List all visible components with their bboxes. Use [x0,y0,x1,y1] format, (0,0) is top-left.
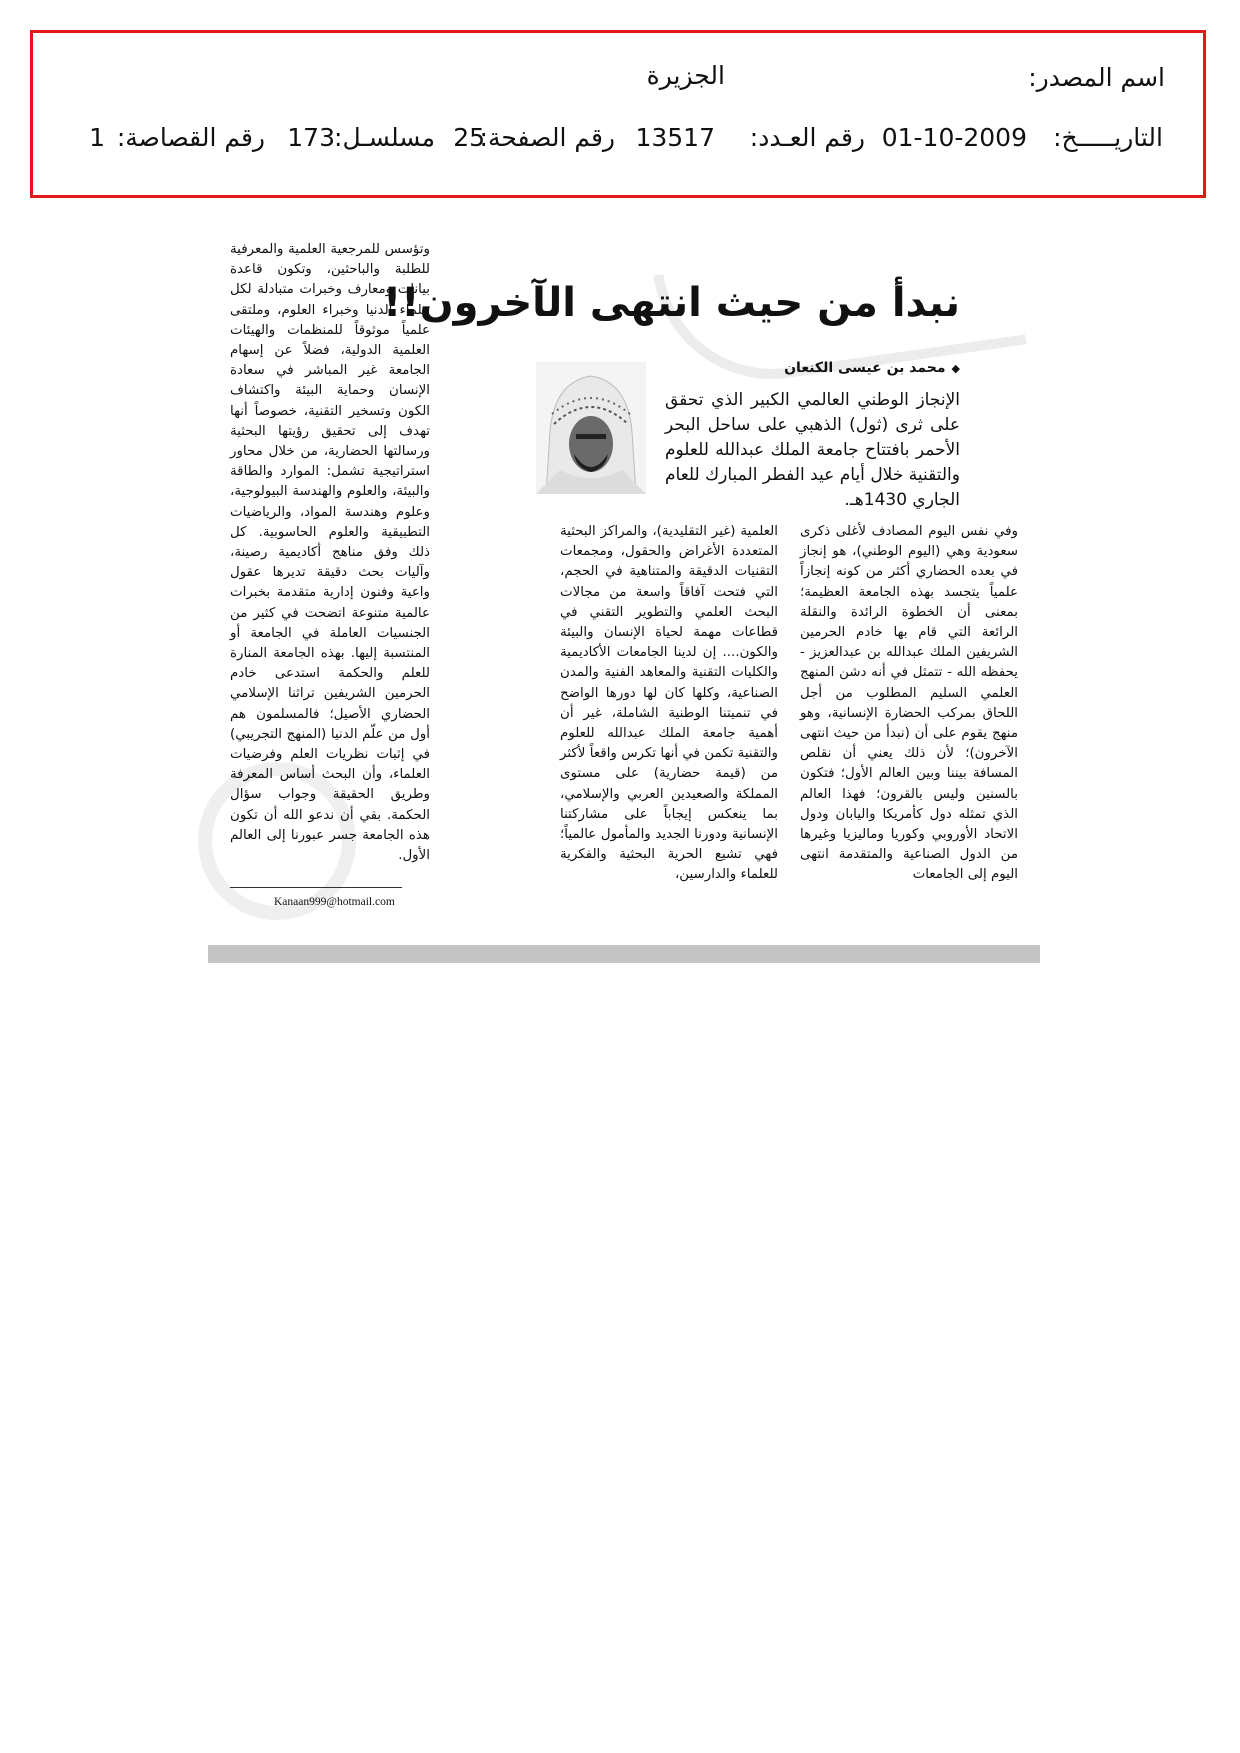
author-photo [536,362,646,494]
source-value: الجزيرة [646,61,725,90]
author-name: محمد بن عيسى الكنعان [784,360,946,376]
date-value: 01-10-2009 [881,123,1027,152]
column-right: وفي نفس اليوم المصادف لأغلى ذكرى سعودية وهي (اليوم الوطني)، هو إنجاز في بعده الحضاري أكثر من كونه إنجازاً علمياً يتجسد بهذه الجامعة العظيمة؛ بمعنى أن الخطوة الرائدة والنقلة الرائعة التي قام بها خادم الحرمين الشريفين الملك عبدالله بن عبدالعزيز - يحفظه الله - تتمثل في أنه دشن المنهج العلمي السليم المطلوب من أجل اللحاق بمركب الحضارة الإنسانية، وهو منهج يقوم على أن (نبدأ من حيث انتهى الآخرون)؛ لأن ذلك يعني أن نقلص المسافة بيننا وبين العالم الأول؛ فتكون بالسنين وليس بالقرون؛ فهذا العالم الذي تمثله دول كأمريكا واليابان ودول الاتحاد الأوروبي وكوريا وماليزيا وغيرها من الدول الصناعية والمتقدمة انتهى اليوم إلى الجامعات [800,524,1018,883]
clipping-header-box [30,30,1206,198]
article-author [784,360,960,376]
clip-label: رقم القصاصة: [116,123,265,152]
issue-label: رقم العـدد: [749,123,865,152]
separator-line [230,887,402,888]
serial-value: 173 [287,123,335,152]
page-value: 25 [453,123,485,152]
clip-value: 1 [89,123,105,152]
newspaper-clipping [208,242,1040,940]
source-label: اسم المصدر: [1028,63,1165,92]
clipping-bottom-bar [208,945,1040,963]
article-lead: الإنجاز الوطني العالمي الكبير الذي تحقق على ثرى (ثول) الذهبي على ساحل البحر الأحمر بافتتاح جامعة الملك عبدالله للعلوم والتقنية خلال أيام عيد الفطر المبارك للعام الجاري 1430هـ. [665,390,960,510]
author-email: Kanaan999@hotmail.com [274,896,395,908]
serial-label: مسلسـل: [334,123,435,152]
date-label: التاريـــــخ: [1053,123,1163,152]
column-left: وتؤسس للمرجعية العلمية والمعرفية للطلبة والباحثين، وتكون قاعدة بيانات ومعارف وخبرات متبادلة لكل علماء الدنيا وخبراء العلوم، وملتقى علمياً موثوقاً للمنظمات والهيئات العلمية الدولية، فضلاً عن إسهام الجامعة غير المباشر في سعادة الإنسان وحماية البيئة واكتشاف الكون وتسخير التقنية، خصوصاً أنها تهدف إلى تحقيق رؤيتها البحثية ورسالتها الحضارية، من خلال محاور استراتيجية تشمل: الموارد والطاقة والبيئة، والعلوم والهندسة البيولوجية، وعلوم وهندسة المواد، والرياضيات التطبيقية والعلوم الحاسوبية. كل ذلك وفق مناهج أكاديمية رصينة، وآليات بحث دقيقة تديرها عقول واعية وفنون إدارية متقدمة بخبرات عالمية متنوعة اتضحت في كثير من الجنسيات العاملة في الجامعة أو المنتسبة إليها. بهذه الجامعة المنارة للعلم والحكمة استدعى خادم الحرمين الشريفين تراثنا الإسلامي الحضاري الأصيل؛ فالمسلمون هم أول من علّم الدنيا (المنهج التجريبي) في إثبات نظريات العلم وفرضيات العلماء، وأن البحث أساس المعرفة وطريق الحقيقة وجواب سؤال الحكمة. بقي أن ندعو الله أن تكون هذه الجامعة جسر عبورنا إلى العالم الأول. [230,242,430,864]
page-label: رقم الصفحة: [479,123,615,152]
column-middle: العلمية (غير التقليدية)، والمراكز البحثية المتعددة الأغراض والحقول، ومجمعات التقنيات الدقيقة والمتناهية في الحجم، التي فتحت آفاقاً واسعة من مجالات البحث العلمي والتطوير التقني في قطاعات مهمة لحياة الإنسان والبيئة والكون.... إن لدينا الجامعات الأكاديمية والكليات التقنية والمعاهد الفنية والمدن الصناعية، وكلها كان لها دورها الواضح في تنميتنا الوطنية الشاملة، غير أن أهمية جامعة الملك عبدالله للعلوم والتقنية تكمن في أنها تكرس واقعاً لأكثر من (قيمة حضارية) على مستوى المملكة والصعيدين العربي والإسلامي، بما ينعكس إيجاباً على مشاركتنا الإنسانية ودورنا الجديد والمأمول عالمياً؛ فهي تشيع الحرية البحثية والفكرية للعلماء والدارسين، [560,524,778,883]
article-title: نبدأ من حيث انتهى الآخرون!! [382,280,960,326]
diamond-icon: ◆ [951,362,960,375]
issue-value: 13517 [635,123,715,152]
